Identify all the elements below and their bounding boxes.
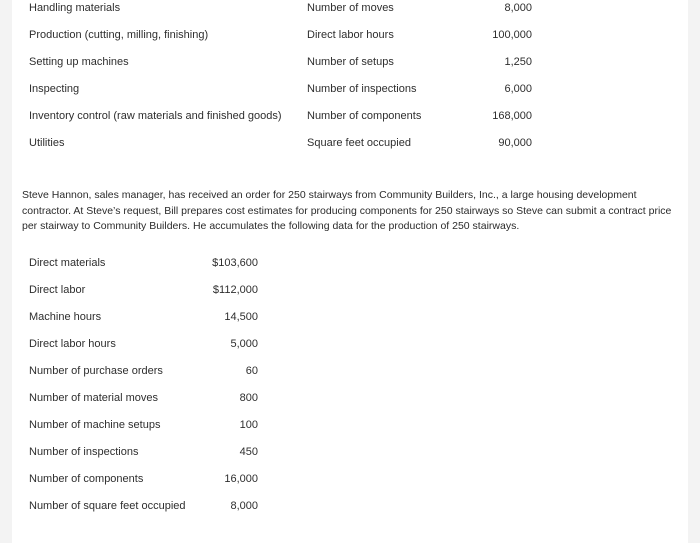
production-value: 450 bbox=[239, 446, 258, 458]
production-value: 800 bbox=[239, 392, 258, 404]
activity-driver: Number of components bbox=[307, 110, 422, 122]
activity-driver: Square feet occupied bbox=[307, 137, 411, 149]
document-page bbox=[12, 0, 688, 543]
activity-driver: Number of moves bbox=[307, 2, 394, 14]
production-label: Number of purchase orders bbox=[29, 365, 163, 377]
activity-amount: 6,000 bbox=[504, 83, 532, 95]
activity-amount: 8,000 bbox=[504, 2, 532, 14]
production-label: Direct labor hours bbox=[29, 338, 116, 350]
activity-driver: Direct labor hours bbox=[307, 29, 394, 41]
activity-driver: Number of inspections bbox=[307, 83, 417, 95]
activity-amount: 168,000 bbox=[492, 110, 532, 122]
activity-name: Inventory control (raw materials and finished goods) bbox=[29, 110, 282, 122]
activity-name: Inspecting bbox=[29, 83, 80, 95]
production-label: Direct materials bbox=[29, 257, 106, 269]
production-label: Number of square feet occupied bbox=[29, 500, 186, 512]
activity-name: Utilities bbox=[29, 137, 65, 149]
production-value: 8,000 bbox=[230, 500, 258, 512]
production-label: Number of components bbox=[29, 473, 144, 485]
activity-name: Handling materials bbox=[29, 2, 121, 14]
activity-amount: 90,000 bbox=[498, 137, 532, 149]
production-value: 5,000 bbox=[230, 338, 258, 350]
production-label: Number of material moves bbox=[29, 392, 158, 404]
problem-paragraph: Steve Hannon, sales manager, has received an order for 250 stairways from Community Builders, Inc., a large housing development contractor. At Steve’s request, Bill prepares cost estimates for producing components for 250 stairways so Steve can submit a contract price per stairway to Community Builders. He accumulates the following data for the production of 250 stairways. bbox=[22, 189, 672, 232]
activity-amount: 100,000 bbox=[492, 29, 532, 41]
production-value: $112,000 bbox=[212, 284, 258, 296]
activity-amount: 1,250 bbox=[504, 56, 532, 68]
production-value: 100 bbox=[239, 419, 258, 431]
production-label: Number of inspections bbox=[29, 446, 139, 458]
production-value: 60 bbox=[245, 365, 258, 377]
activity-name: Setting up machines bbox=[29, 56, 129, 68]
production-label: Direct labor bbox=[29, 284, 86, 296]
activity-name: Production (cutting, milling, finishing) bbox=[29, 29, 209, 41]
production-label: Number of machine setups bbox=[29, 419, 161, 431]
production-value: 14,500 bbox=[224, 311, 258, 323]
production-value: $103,600 bbox=[212, 257, 258, 269]
production-label: Machine hours bbox=[29, 311, 102, 323]
production-value: 16,000 bbox=[224, 473, 258, 485]
activity-driver: Number of setups bbox=[307, 56, 394, 68]
